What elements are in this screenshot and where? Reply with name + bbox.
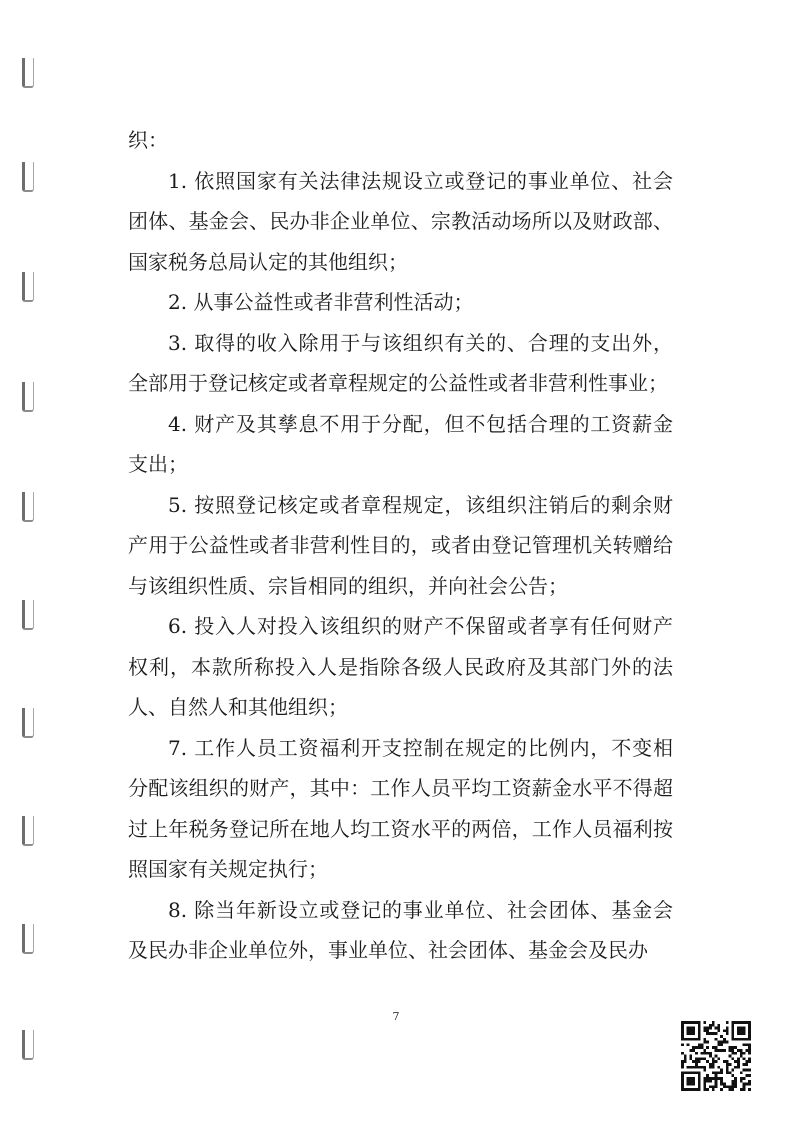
binding-mark <box>22 816 34 846</box>
paragraph: 织： <box>128 128 168 152</box>
binding-mark <box>22 600 34 630</box>
paragraph: 4. 财产及其孳息不用于分配，但不包括合理的工资薪金支出； <box>128 411 673 476</box>
binding-mark <box>22 382 34 412</box>
paragraph: 6. 投入人对投入该组织的财产不保留或者享有任何财产权利，本款所称投入人是指除各级人民政府及其部门外的法人、自然人和其他组织； <box>128 614 673 719</box>
page-number: 7 <box>392 1010 400 1023</box>
binding-mark <box>22 272 34 302</box>
binding-mark <box>22 492 34 522</box>
binding-mark <box>22 58 34 88</box>
document-body <box>128 120 673 971</box>
binding-mark <box>22 708 34 738</box>
binding-mark <box>22 924 34 954</box>
qr-code-icon <box>681 1021 751 1091</box>
paragraph: 2. 从事公益性或者非营利性活动； <box>168 290 474 314</box>
binding-mark <box>22 1030 34 1060</box>
paragraph: 3. 取得的收入除用于与该组织有关的、合理的支出外，全部用于登记核定或者章程规定的公益性或者非营利性事业； <box>128 330 673 395</box>
paragraph: 5. 按照登记核定或者章程规定，该组织注销后的剩余财产用于公益性或者非营利性目的，或者由登记管理机关转赠给与该组织性质、宗旨相同的组织，并向社会公告； <box>128 492 673 598</box>
binding-mark <box>22 162 34 192</box>
paragraph: 1. 依照国家有关法律法规设立或登记的事业单位、社会团体、基金会、民办非企业单位、宗教活动场所以及财政部、国家税务总局认定的其他组织； <box>128 168 673 274</box>
paragraph: 8. 除当年新设立或登记的事业单位、社会团体、基金会及民办非企业单位外，事业单位、社会团体、基金会及民办 <box>128 897 673 962</box>
paragraph: 7. 工作人员工资福利开支控制在规定的比例内，不变相分配该组织的财产，其中：工作人员平均工资薪金水平不得超过上年税务登记所在地人均工资水平的两倍，工作人员福利按照国家有关规定执行； <box>128 735 673 881</box>
